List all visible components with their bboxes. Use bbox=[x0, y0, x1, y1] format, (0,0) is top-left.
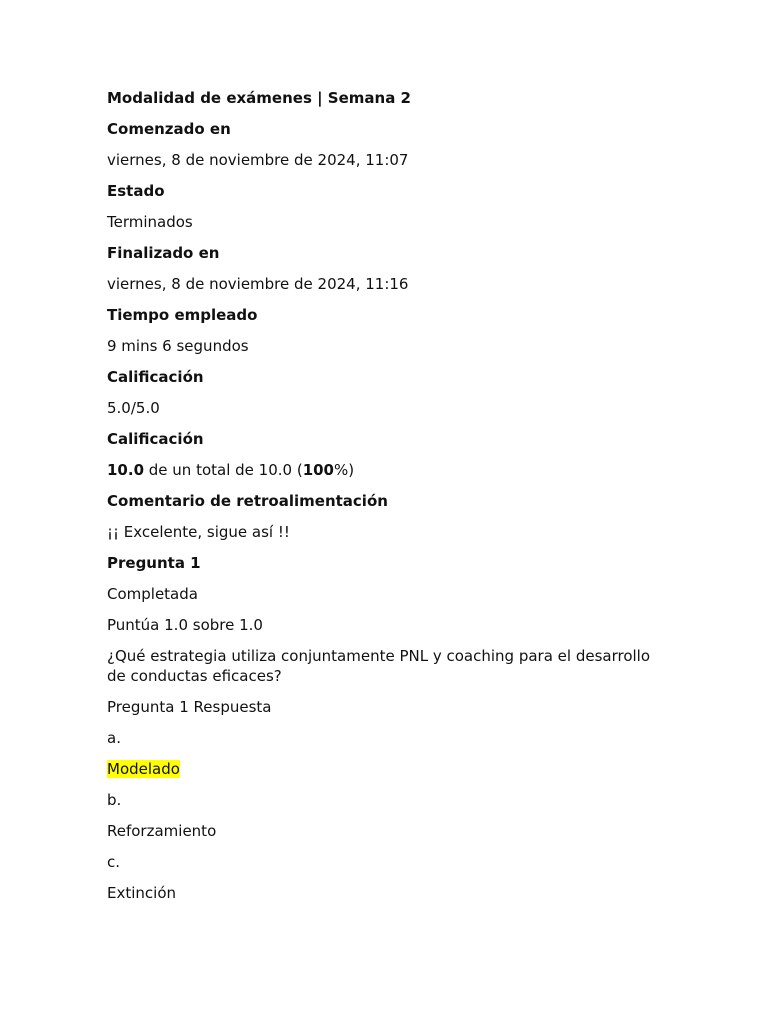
option-b-text: Reforzamiento bbox=[107, 822, 217, 840]
question-1-label: Pregunta 1 bbox=[107, 554, 201, 572]
started-label: Comenzado en bbox=[107, 120, 231, 138]
grade-score: 10.0 bbox=[107, 461, 145, 479]
marks-value: 5.0/5.0 bbox=[107, 399, 160, 417]
finished-label: Finalizado en bbox=[107, 244, 220, 262]
option-a-text-highlighted: Modelado bbox=[107, 760, 180, 778]
grade-suffix: %) bbox=[334, 461, 355, 479]
time-taken-value: 9 mins 6 segundos bbox=[107, 337, 249, 355]
state-value: Terminados bbox=[107, 213, 193, 231]
question-1-answer-label: Pregunta 1 Respuesta bbox=[107, 698, 272, 716]
option-c-text: Extinción bbox=[107, 884, 177, 902]
page-title: Modalidad de exámenes | Semana 2 bbox=[107, 89, 411, 107]
feedback-value: ¡¡ Excelente, sigue así !! bbox=[107, 523, 290, 541]
grade-value bbox=[107, 460, 667, 480]
state-label: Estado bbox=[107, 182, 165, 200]
grade-label: Calificación bbox=[107, 430, 204, 448]
marks-label: Calificación bbox=[107, 368, 204, 386]
started-value: viernes, 8 de noviembre de 2024, 11:07 bbox=[107, 151, 409, 169]
quiz-review-document bbox=[107, 88, 667, 914]
option-c-letter: c. bbox=[107, 853, 121, 871]
time-taken-label: Tiempo empleado bbox=[107, 306, 258, 324]
option-b-letter: b. bbox=[107, 791, 122, 809]
finished-value: viernes, 8 de noviembre de 2024, 11:16 bbox=[107, 275, 409, 293]
option-a bbox=[107, 759, 667, 779]
grade-middle: de un total de 10.0 ( bbox=[144, 461, 303, 479]
question-1-status: Completada bbox=[107, 585, 198, 603]
option-a-letter: a. bbox=[107, 729, 121, 747]
question-1-text: ¿Qué estrategia utiliza conjuntamente PNL y coaching para el desarrollo de conductas eficaces? bbox=[107, 647, 651, 685]
feedback-label: Comentario de retroalimentación bbox=[107, 492, 388, 510]
grade-percent: 100 bbox=[302, 461, 334, 479]
question-1-points: Puntúa 1.0 sobre 1.0 bbox=[107, 616, 263, 634]
